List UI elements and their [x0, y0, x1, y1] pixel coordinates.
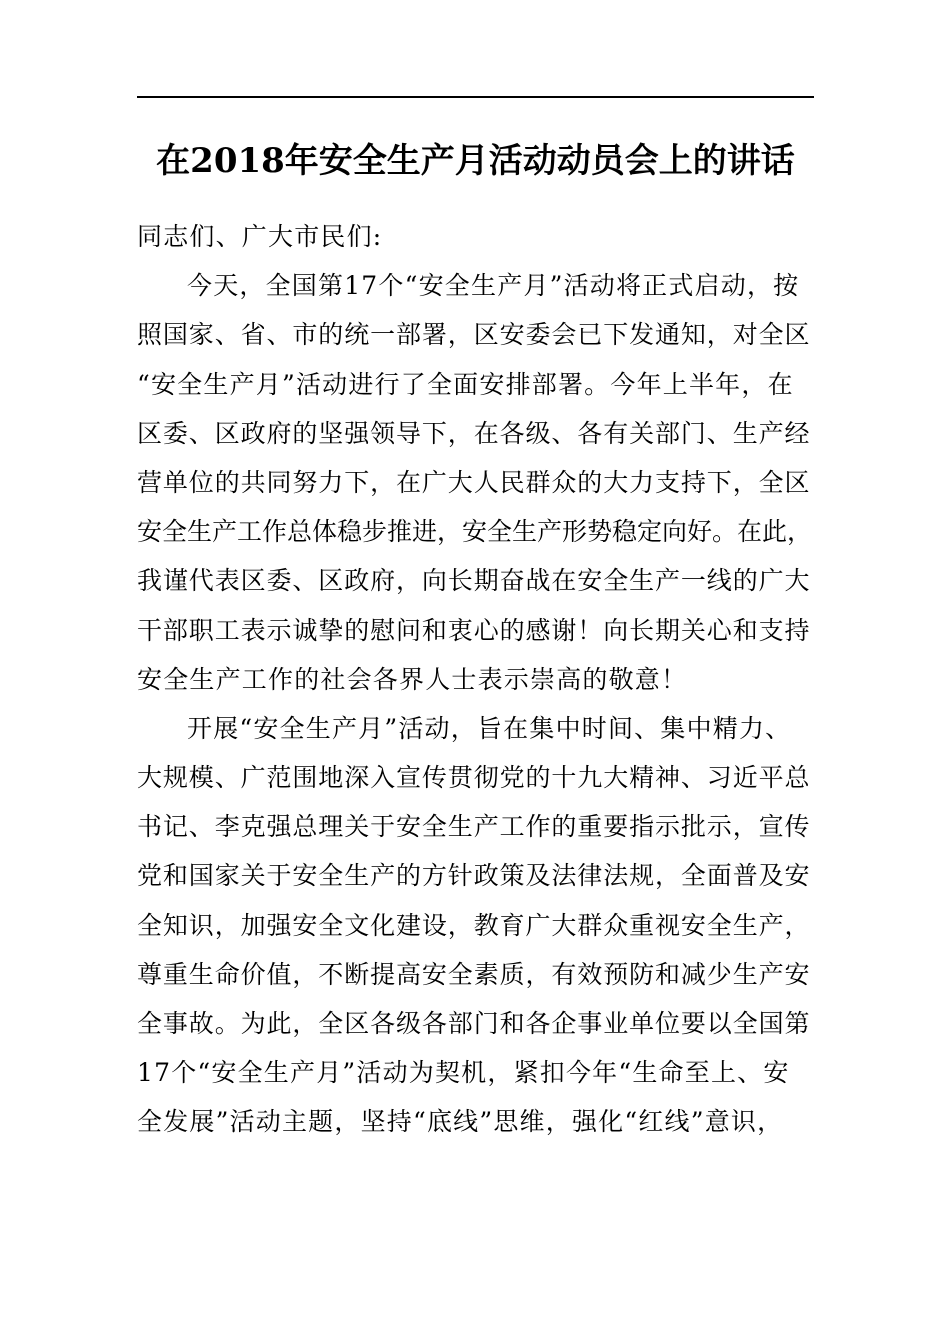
text-line: 党和国家关于安全生产的方针政策及法律法规，全面普及安	[137, 861, 811, 891]
text-line: 我谨代表区委、区政府，向长期奋战在安全生产一线的广大	[137, 566, 811, 596]
text-line: 区委、区政府的坚强领导下，在各级、各有关部门、生产经	[137, 418, 811, 448]
body-text	[137, 212, 814, 1147]
text-line: 全知识，加强安全文化建设，教育广大群众重视安全生产，	[137, 910, 811, 940]
text-line: 尊重生命价值，不断提高安全素质，有效预防和减少生产安	[137, 959, 811, 989]
text-line: 安全生产工作总体稳步推进，安全生产形势稳定向好。在此，	[137, 517, 813, 547]
text-line: 营单位的共同努力下，在广大人民群众的大力支持下，全区	[137, 467, 811, 497]
header-rule	[137, 96, 814, 98]
text-line: 干部职工表示诚挚的慰问和衷心的感谢！向长期关心和支持	[137, 615, 811, 645]
text-line: “安全生产月”活动进行了全面安排部署。今年上半年，在	[137, 369, 794, 399]
text-line: 今天，全国第17个“安全生产月”活动将正式启动，按	[187, 271, 800, 301]
salutation-line: 同志们、广大市民们:	[137, 222, 383, 251]
document-title: 在2018年安全生产月活动动员会上的讲话	[156, 141, 795, 181]
text-line: 17个“安全生产月”活动为契机，紧扣今年“生命至上、安	[137, 1058, 790, 1088]
text-line: 照国家、省、市的统一部署，区安委会已下发通知，对全区	[137, 320, 811, 350]
text-line: 书记、李克强总理关于安全生产工作的重要指示批示，宣传	[137, 812, 811, 842]
text-line: 大规模、广范围地深入宣传贯彻党的十九大精神、习近平总	[137, 763, 811, 793]
text-line: 开展“安全生产月”活动，旨在集中时间、集中精力、	[187, 713, 792, 743]
text-line: 全事故。为此，全区各级各部门和各企事业单位要以全国第	[137, 1009, 811, 1038]
text-line: 安全生产工作的社会各界人士表示崇高的敬意！	[137, 664, 688, 694]
text-line: 全发展”活动主题，坚持“底线”思维，强化“红线”意识，	[137, 1107, 784, 1137]
